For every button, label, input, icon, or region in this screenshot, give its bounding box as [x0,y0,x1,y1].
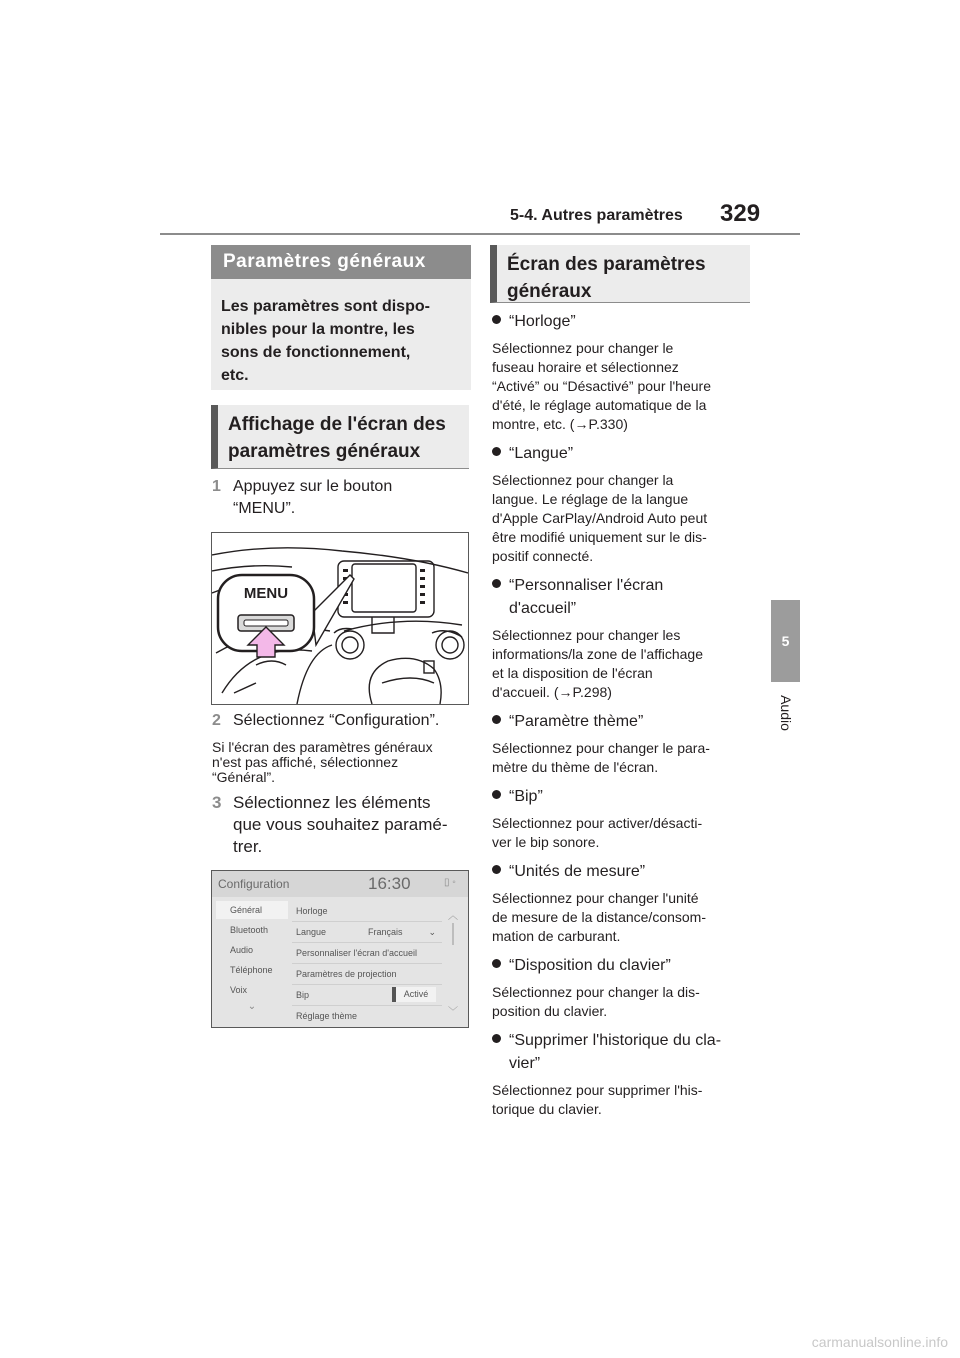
page-number: 329 [720,200,761,227]
scrollbar[interactable] [452,923,454,945]
section-title: 5-4. Autres paramètres [510,207,683,224]
watermark[interactable]: carmanualsonline.info [811,1334,948,1350]
config-row-langue[interactable] [292,922,442,943]
desc-line: Sélectionnez pour changer l'unité [492,890,699,906]
dashboard-drawing [212,533,468,704]
step-text: Appuyez sur le bouton [233,478,393,495]
step-text: que vous souhaitez paramé- [233,815,448,834]
config-menu-item[interactable]: Bluetooth [230,925,269,935]
subsection-heading [211,405,469,469]
item-title-text: d'accueil” [509,600,577,617]
intro-line: etc. [221,367,249,384]
item-title [492,860,754,883]
step-text: Sélectionnez les éléments [233,793,431,812]
settings-item [492,785,754,852]
item-description [492,626,754,702]
settings-item [492,310,754,434]
settings-item [492,860,754,946]
desc-line: ver le bip sonore. [492,834,600,850]
desc-line: et la disposition de l'écran [492,665,653,681]
config-title: Configuration [218,877,290,891]
item-title-text: “Unités de mesure” [509,863,646,880]
config-row-label: Langue [296,927,327,937]
config-row-theme[interactable]: Réglage thème [296,1011,358,1021]
item-title [492,710,754,733]
item-description [492,471,754,566]
item-title [492,954,754,977]
bullet-icon [492,715,501,724]
step-2 [212,710,472,732]
item-description [492,1081,754,1119]
step-text: trer. [233,837,263,856]
config-menu-item[interactable]: Général [216,901,288,919]
settings-item [492,710,754,777]
config-time: 16:30 [368,874,411,893]
chevron-down-icon[interactable]: ⌄ [247,1001,257,1012]
subsection-heading-line: Affichage de l'écran des [228,414,446,435]
item-title-text: “Personnaliser l'écran [509,577,664,594]
settings-item [492,442,754,566]
item-title [492,310,754,333]
settings-item [492,954,754,1021]
desc-line: torique du clavier. [492,1101,602,1117]
config-menu-item[interactable]: Téléphone [230,965,273,975]
config-row-label: Bip [296,990,310,1000]
item-title [492,442,754,465]
subsection-heading-line: Écran des paramètres [507,254,706,275]
config-menu [216,901,288,1012]
note-line: n'est pas affiché, sélectionnez [212,754,399,770]
note-line: “Général”. [212,769,276,785]
desc-line: de mesure de la distance/consom- [492,909,706,925]
item-title-text: “Paramètre thème” [509,713,644,730]
bullet-icon [492,865,501,874]
desc-line: d'accueil. (→P.298) [492,684,612,700]
chapter-tab-label [771,683,800,743]
item-title [492,1029,754,1052]
chevron-down-icon: ⌄ [428,927,436,937]
item-description [492,339,754,434]
section-intro [211,279,471,390]
desc-line: mation de carburant. [492,928,621,944]
bullet-icon [492,447,501,456]
item-title [492,785,754,808]
item-description [492,983,754,1021]
desc-line: d'Apple CarPlay/Android Auto peut [492,510,708,526]
desc-line: fuseau horaire et sélectionnez [492,359,679,375]
bullet-icon [492,1034,501,1043]
chapter-tab-label-text: Audio [777,695,794,731]
step-text: Sélectionnez “Configuration”. [233,712,440,729]
step-1 [212,476,470,520]
step-2-note [212,740,472,785]
desc-line: Sélectionnez pour changer la dis- [492,984,700,1000]
desc-line: langue. Le réglage de la langue [492,491,689,507]
item-title [492,574,754,597]
subsection-heading-line: paramètres généraux [228,441,421,462]
step-3 [212,792,470,858]
chapter-tab-number: 5 [771,600,800,682]
config-row-bip[interactable] [292,985,442,1006]
config-topbar [212,871,468,897]
desc-line: position du clavier. [492,1003,608,1019]
item-description [492,889,754,946]
desc-line: “Activé” ou “Désactivé” pour l'heure [492,378,711,394]
item-title-text: vier” [509,1055,541,1072]
item-title-text: “Langue” [509,445,574,462]
settings-item [492,574,754,702]
desc-line: montre, etc. (→P.330) [492,416,628,432]
desc-line: d'été, le réglage automatique de la [492,397,707,413]
bullet-icon [492,579,501,588]
status-icons: ▯ ◦ [444,877,456,888]
subsection-heading-line: généraux [507,281,592,302]
step-number: 1 [212,478,221,495]
intro-line: nibles pour la montre, les [221,321,415,338]
config-list [292,901,442,1026]
desc-line: être modifié uniquement sur le dis- [492,529,707,545]
desc-line: Sélectionnez pour changer le para- [492,740,710,756]
bullet-icon [492,959,501,968]
menu-button-label: MENU [243,585,289,602]
desc-line: informations/la zone de l'affichage [492,646,703,662]
desc-line: Sélectionnez pour changer la [492,472,674,488]
bip-toggle[interactable]: Activé [392,987,436,1002]
desc-line: Sélectionnez pour activer/désacti- [492,815,703,831]
step-number: 2 [212,712,221,729]
desc-line: Sélectionnez pour supprimer l'his- [492,1082,703,1098]
dashboard-illustration [211,532,469,705]
bullet-icon [492,790,501,799]
item-title-text: “Bip” [509,788,543,805]
desc-line: Sélectionnez pour changer les [492,627,681,643]
desc-line: Sélectionnez pour changer le [492,340,674,356]
config-row-projection[interactable]: Paramètres de projection [292,964,442,985]
settings-items-list [492,310,754,1127]
right-subsection-heading [490,245,750,303]
desc-line: mètre du thème de l'écran. [492,759,659,775]
item-title-text: “Supprimer l'historique du cla- [509,1032,722,1049]
intro-line: sons de fonctionnement, [221,344,411,361]
header-rule [160,233,800,235]
item-description [492,814,754,852]
step-number: 3 [212,793,222,812]
scroll-down-icon[interactable]: ﹀ [448,1007,458,1018]
intro-line: Les paramètres sont dispo- [221,298,430,315]
config-menu-item[interactable]: Voix [230,985,248,995]
step-text: “MENU”. [233,500,296,517]
desc-line: positif connecté. [492,548,594,564]
config-row-ecran-accueil[interactable]: Personnaliser l'écran d'accueil [292,943,442,964]
bullet-icon [492,315,501,324]
note-line: Si l'écran des paramètres généraux [212,739,433,755]
item-description [492,739,754,777]
config-menu-item[interactable]: Audio [230,945,254,955]
section-banner: Paramètres généraux [211,245,471,279]
configuration-screen-illustration [211,870,469,1028]
item-title-text: “Horloge” [509,313,576,330]
scroll-up-icon[interactable]: ︿ [448,911,458,922]
item-title-text: “Disposition du clavier” [509,957,671,974]
settings-item [492,1029,754,1119]
config-row-value: Français [368,927,403,937]
config-row-horloge[interactable]: Horloge [292,901,442,922]
